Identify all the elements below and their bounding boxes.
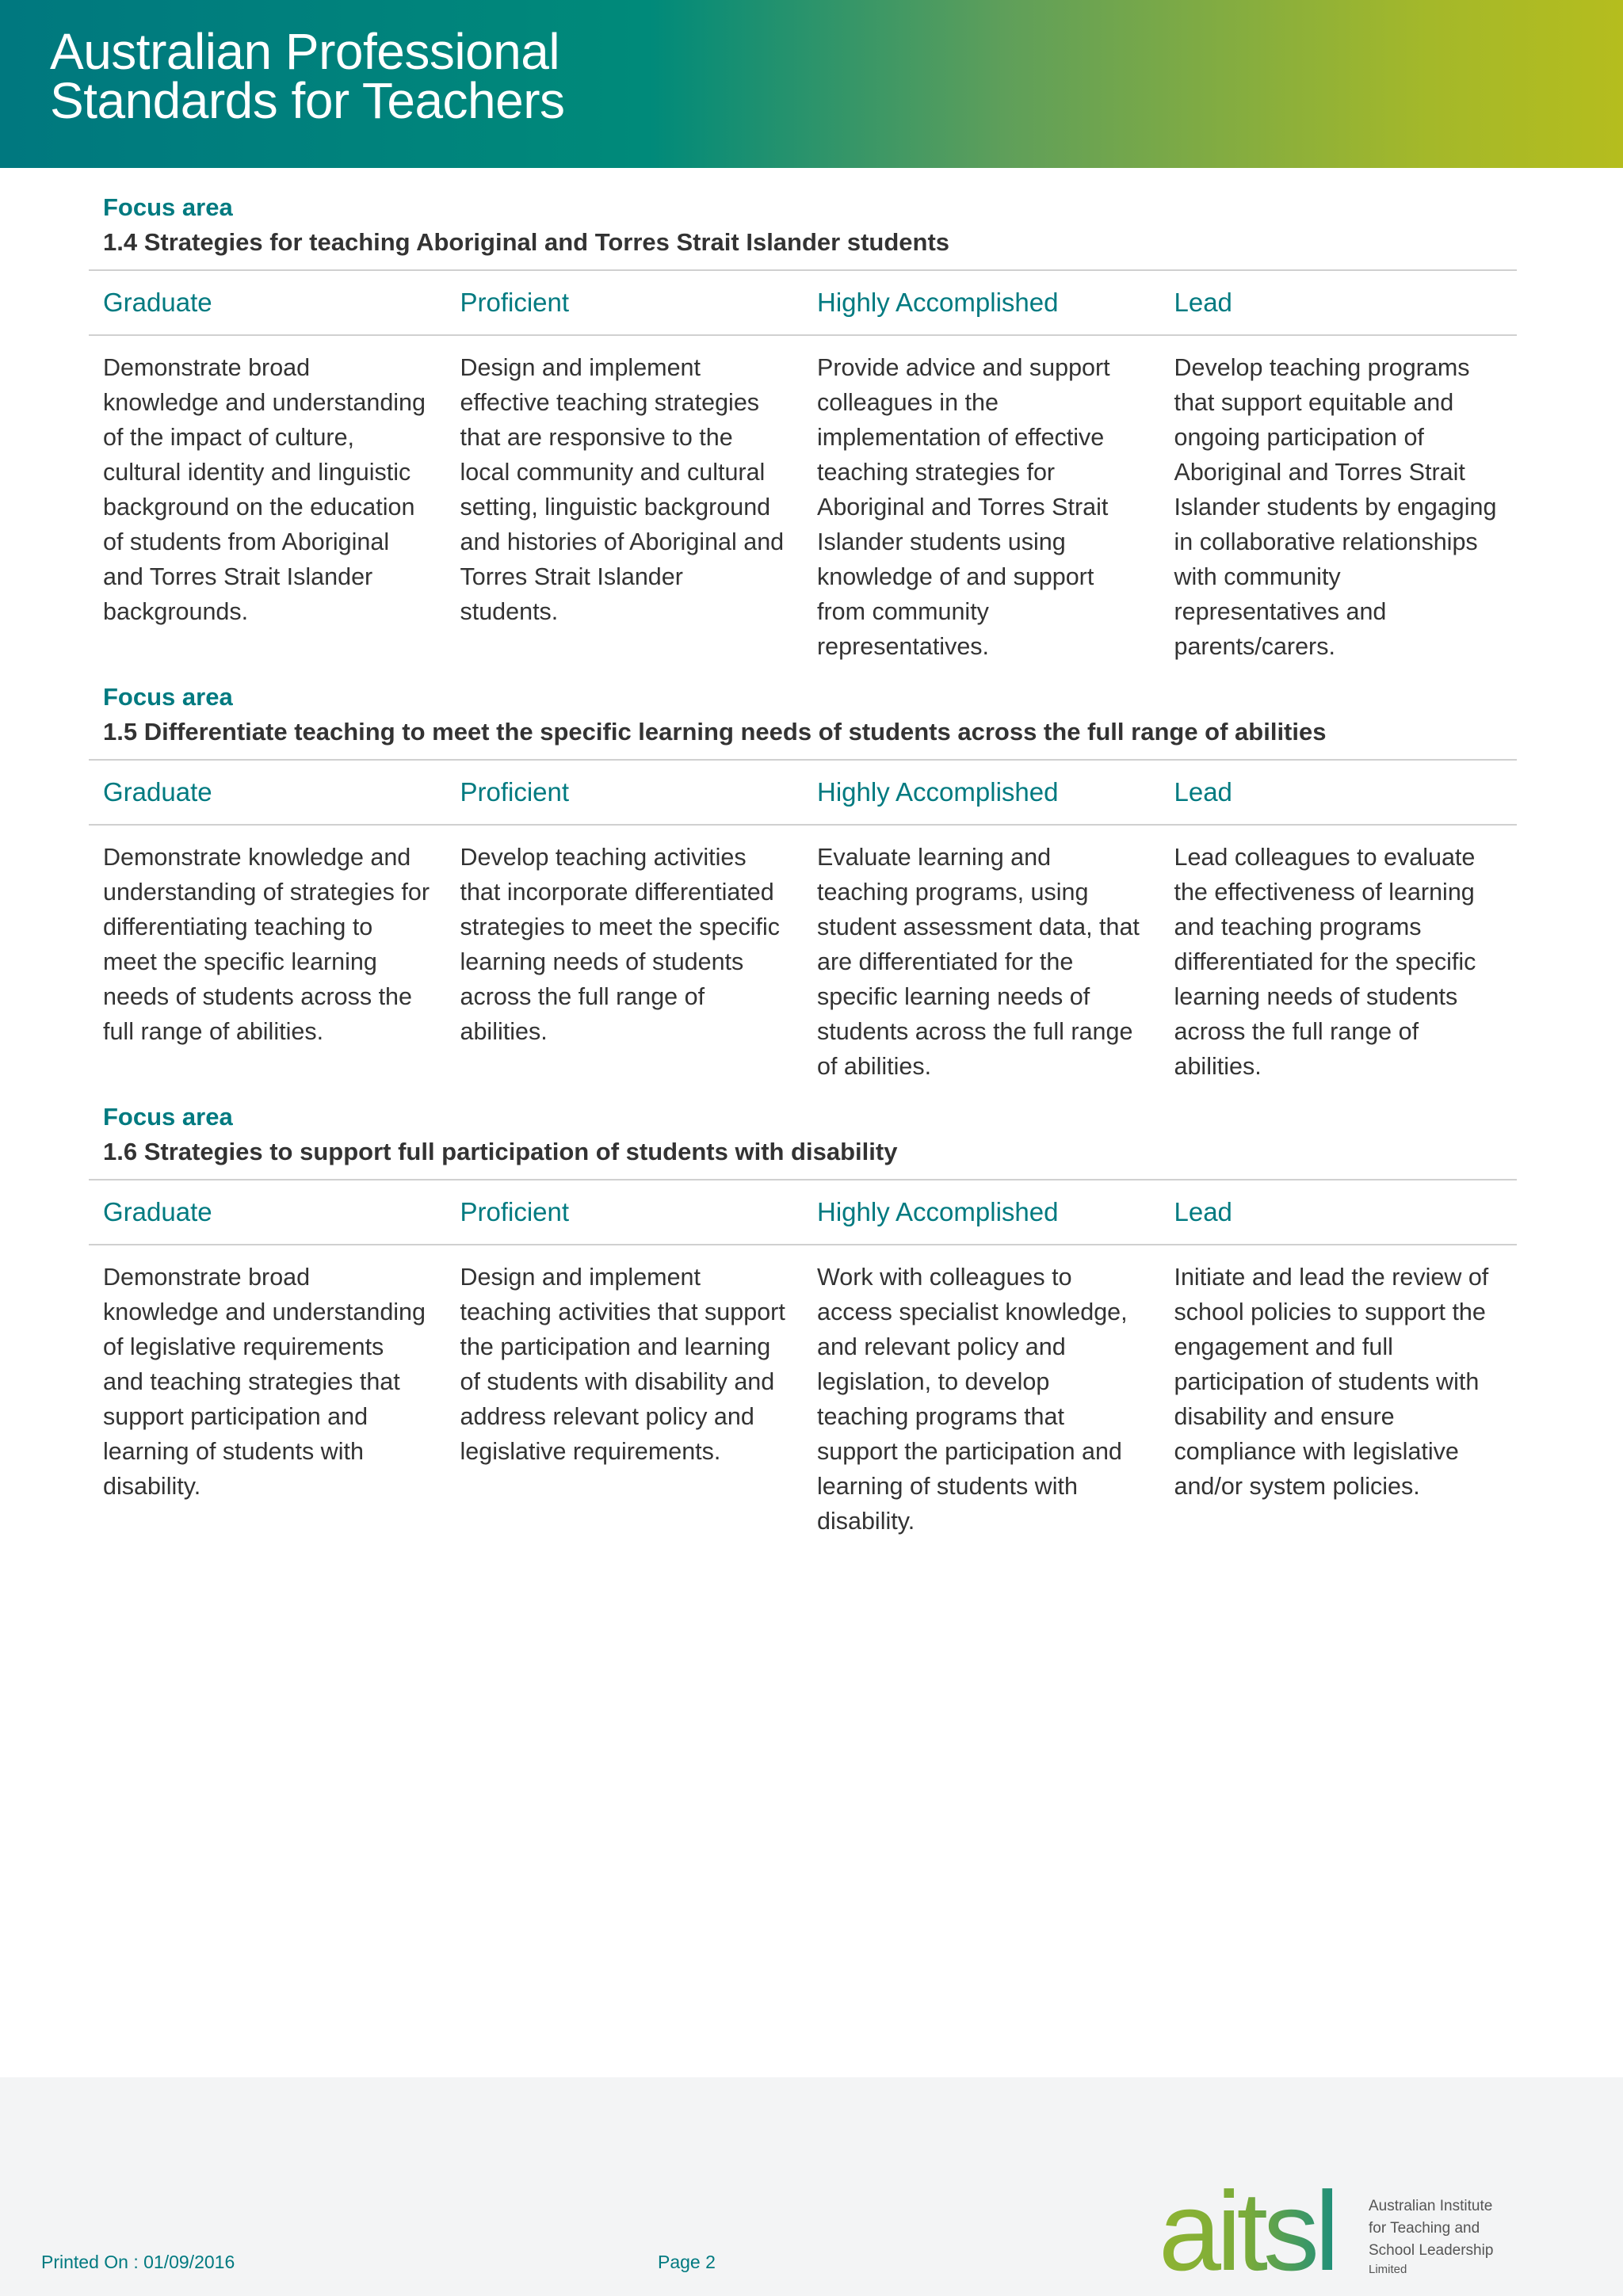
stage-lead: Lead [1174, 777, 1232, 807]
stage-highly-accomplished: Highly Accomplished [817, 288, 1059, 317]
descriptor-lead: Lead colleagues to evaluate the effectiveness of learning and teaching programs differentiated for the specific learning needs of students across the full range of abilities. [1174, 844, 1476, 1080]
document-title-line1: Australian Professional [50, 23, 560, 80]
descriptor-graduate: Demonstrate knowledge and understanding of strategies for differentiating teaching to meet the specific learning needs of students across the full range of abilities. [103, 844, 430, 1045]
focus-area-1-4 [89, 190, 1517, 680]
stage-lead: Lead [1174, 288, 1232, 317]
career-stage-header-row [89, 761, 1517, 826]
descriptor-proficient: Develop teaching activities that incorporate differentiated strategies to meet the specific learning needs of students across the full range of abilities. [460, 844, 780, 1045]
focus-area-1-6 [89, 1100, 1517, 1554]
logo-text-line1: Australian Institute [1369, 2198, 1493, 2214]
logo-wordmark: aitsl [1159, 2168, 1335, 2282]
career-stage-header-row [89, 1180, 1517, 1245]
logo-text-line4: Limited [1369, 2263, 1407, 2276]
logo-text-line3: School Leadership [1369, 2242, 1494, 2259]
focus-area-title: 1.6 Strategies to support full participation of students with disability [89, 1135, 1517, 1180]
document-title-line2: Standards for Teachers [50, 72, 565, 129]
document-title [50, 23, 565, 129]
descriptor-row [89, 826, 1517, 1100]
descriptor-row [89, 1245, 1517, 1554]
stage-highly-accomplished: Highly Accomplished [817, 777, 1059, 807]
focus-area-title: 1.4 Strategies for teaching Aboriginal and Torres Strait Islander students [89, 225, 1517, 271]
logo-institute-name [1369, 2195, 1543, 2278]
focus-area-1-5 [89, 680, 1517, 1100]
focus-area-label: Focus area [103, 193, 233, 221]
focus-area-label: Focus area [103, 683, 233, 711]
descriptor-graduate: Demonstrate broad knowledge and understanding of the impact of culture, cultural identity and linguistic background on the education of students from Aboriginal and Torres Strait Islander backgrounds. [103, 354, 426, 625]
stage-graduate: Graduate [103, 288, 212, 317]
descriptor-lead: Initiate and lead the review of school policies to support the engagement and full participation of students with disability and ensure compliance with legislative and/or system policies. [1174, 1264, 1489, 1500]
stage-proficient: Proficient [460, 288, 570, 317]
printed-date: Printed On : 01/09/2016 [41, 2252, 235, 2272]
stage-graduate: Graduate [103, 1197, 212, 1226]
stage-highly-accomplished: Highly Accomplished [817, 1197, 1059, 1226]
descriptor-highly-accomplished: Evaluate learning and teaching programs, using student assessment data, that are differentiated for the specific learning needs of students across the full range of abilities. [817, 844, 1140, 1080]
stage-graduate: Graduate [103, 777, 212, 807]
descriptor-graduate: Demonstrate broad knowledge and understanding of legislative requirements and teaching strategies that support participation and learning of students with disability. [103, 1264, 426, 1500]
page-number: Page 2 [658, 2252, 716, 2272]
focus-area-label: Focus area [103, 1103, 233, 1131]
stage-lead: Lead [1174, 1197, 1232, 1226]
descriptor-row [89, 336, 1517, 680]
page-header [0, 0, 1623, 168]
descriptor-proficient: Design and implement effective teaching strategies that are responsive to the local community and cultural setting, linguistic background and histories of Aboriginal and Torres Strait Islander students. [460, 354, 785, 625]
focus-area-title: 1.5 Differentiate teaching to meet the specific learning needs of students across the full range of abilities [89, 715, 1517, 761]
descriptor-proficient: Design and implement teaching activities that support the participation and learning of students with disability and address relevant policy and legislative requirements. [460, 1264, 785, 1465]
descriptor-highly-accomplished: Work with colleagues to access specialist knowledge, and relevant policy and legislation, to develop teaching programs that support the participation and learning of students with disability. [817, 1264, 1128, 1535]
aitsl-logo-icon [1159, 2163, 1373, 2282]
descriptor-lead: Develop teaching programs that support equitable and ongoing participation of Aboriginal and Torres Strait Islander students by engaging in collaborative relationships with community representatives and parents/carers. [1174, 354, 1497, 660]
stage-proficient: Proficient [460, 1197, 570, 1226]
career-stage-header-row [89, 271, 1517, 336]
stage-proficient: Proficient [460, 777, 570, 807]
descriptor-highly-accomplished: Provide advice and support colleagues in the implementation of effective teaching strategies for Aboriginal and Torres Strait Islander students using knowledge of and support from community representatives. [817, 354, 1110, 660]
logo-text-line2: for Teaching and [1369, 2220, 1480, 2237]
standards-content [89, 190, 1517, 1554]
